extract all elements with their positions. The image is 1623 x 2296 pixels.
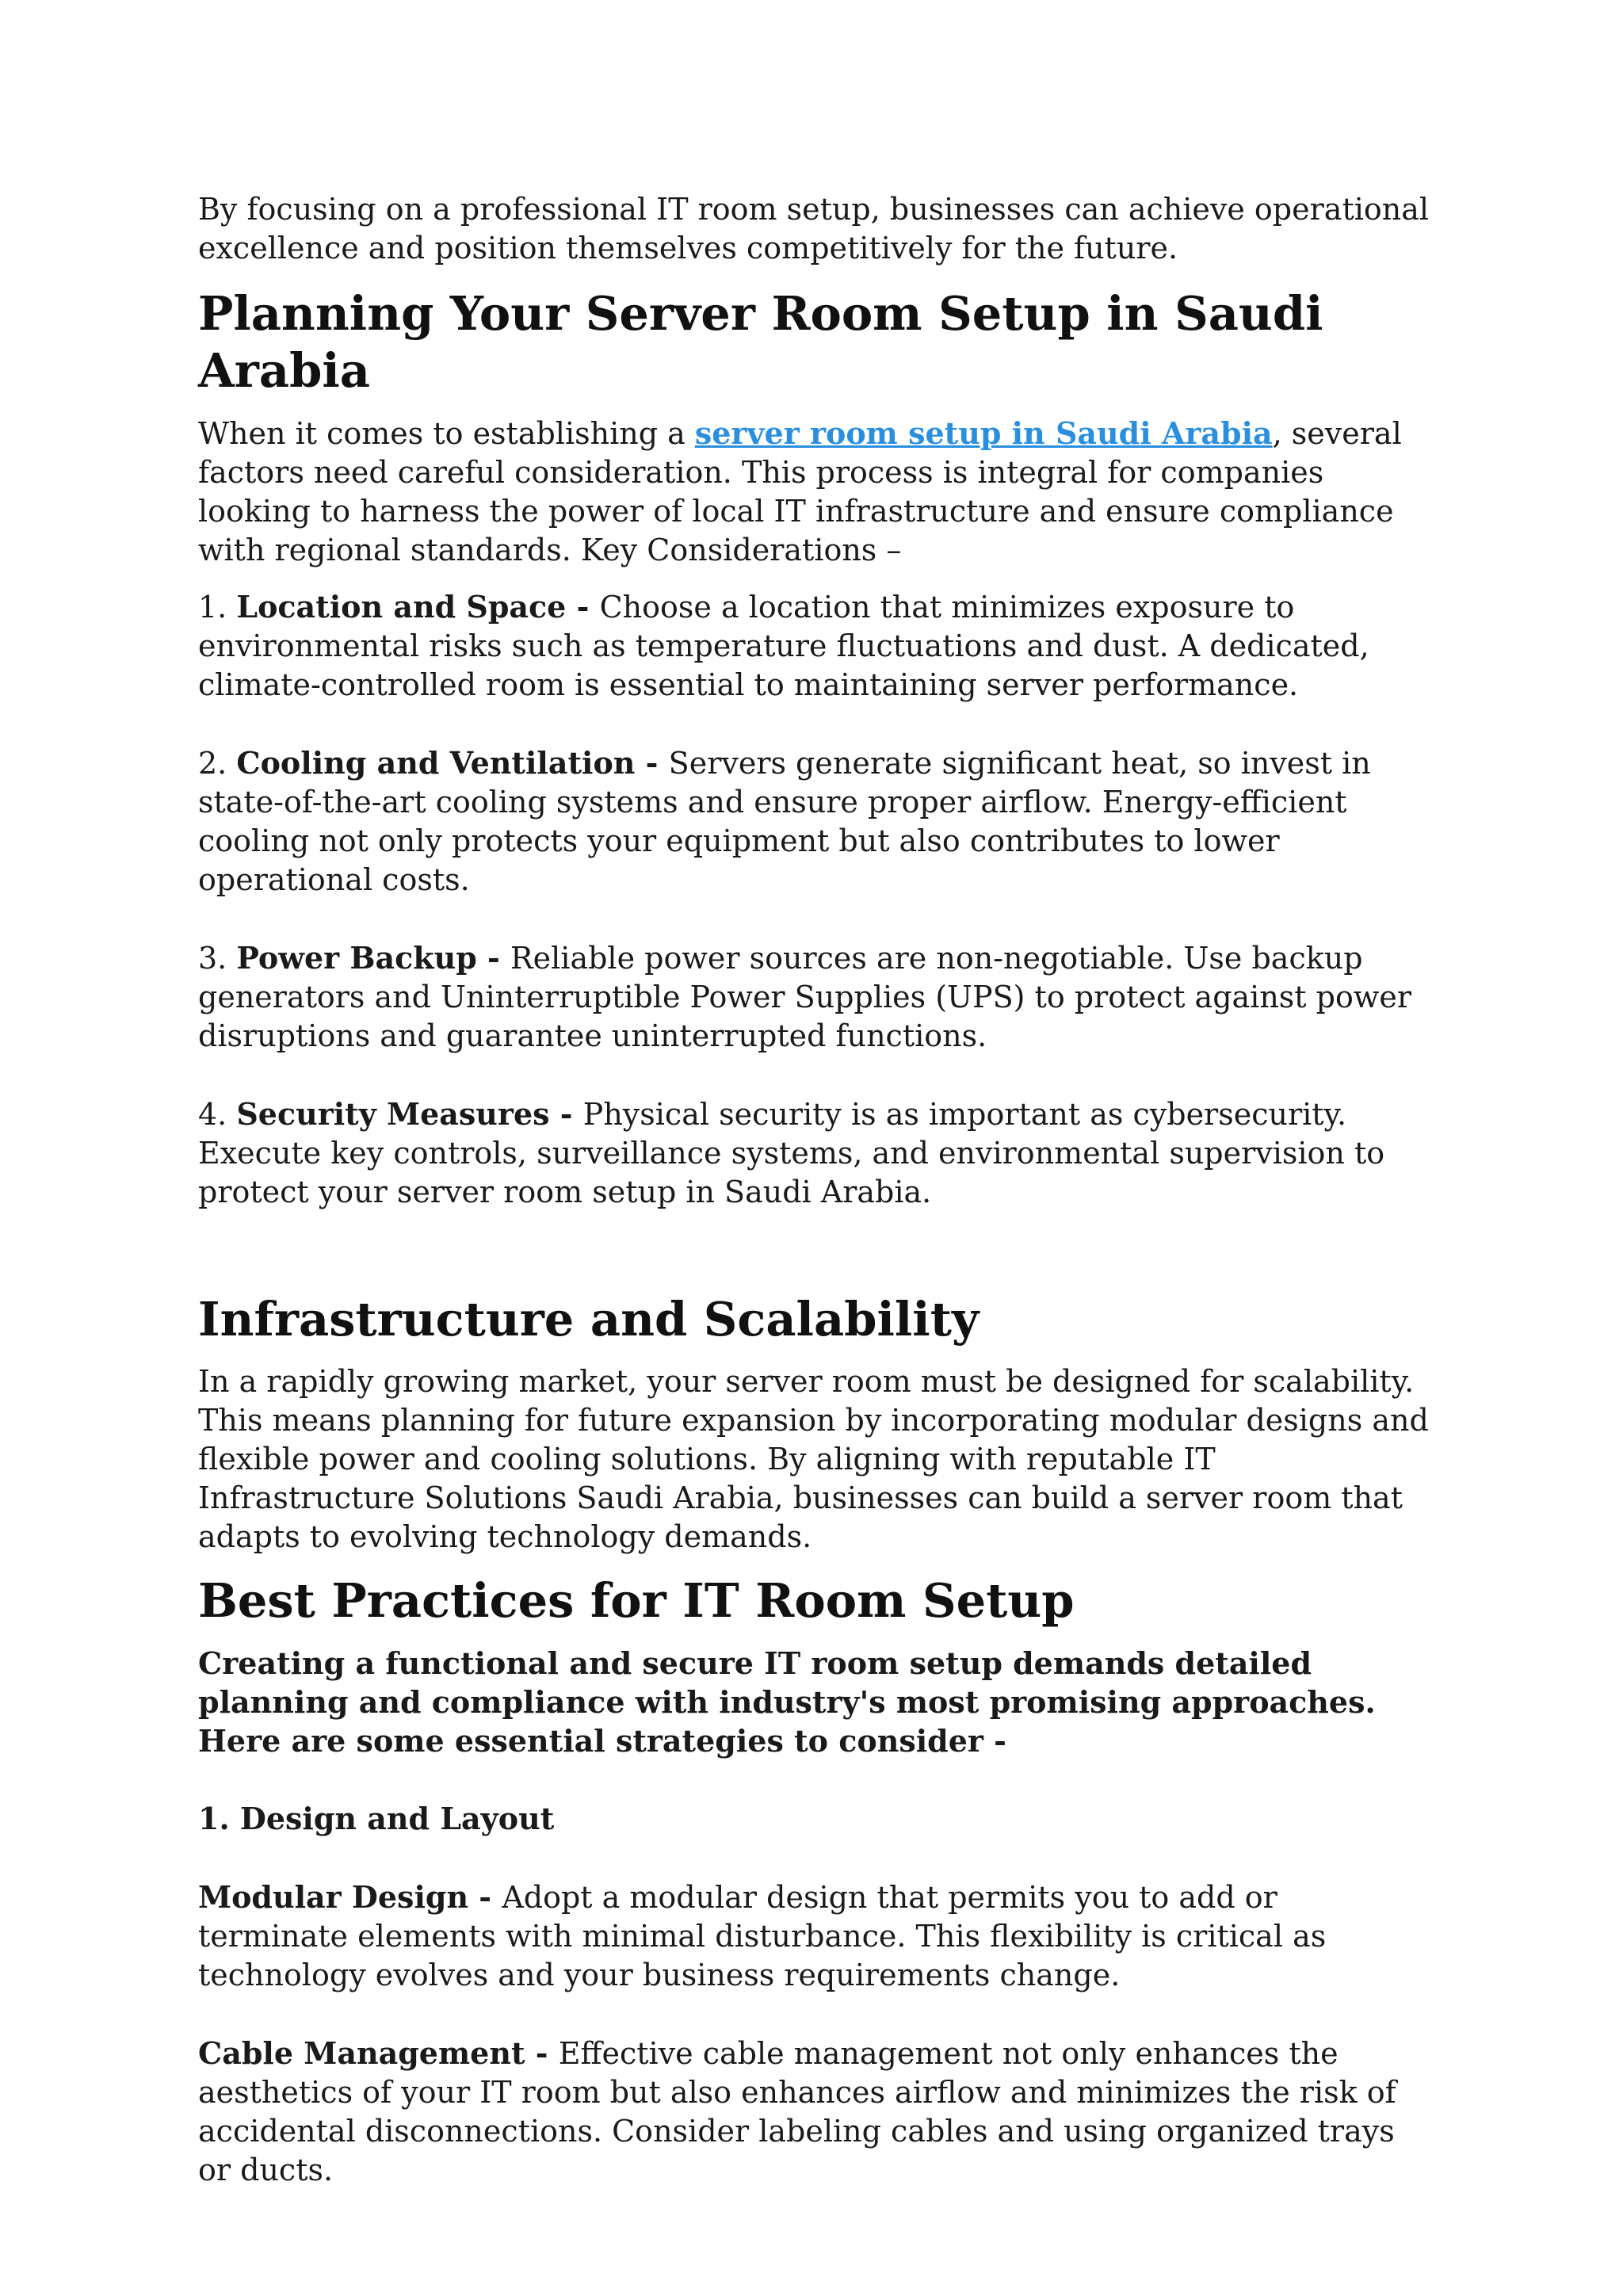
item-text: Effective cable management not only enhances the aesthetics of your IT room but also enhances airflow and minimizes the risk of accidental disconnections. Consider labeling cables and using organized trays or ducts.	[198, 2036, 1396, 2187]
item-text: Physical security is as important as cybersecurity. Execute key controls, surveillance systems, and environmental supervision to protect your server room setup in Saudi Arabia.	[198, 1097, 1385, 1209]
item-separator: -	[468, 1879, 502, 1915]
server-room-setup-link[interactable]: server room setup in Saudi Arabia	[694, 415, 1273, 451]
item-separator: -	[476, 940, 511, 976]
section-heading-planning: Planning Your Server Room Setup in Saudi Arabia	[198, 286, 1323, 398]
practice-item	[198, 2034, 1434, 2190]
subheading-text: 1. Design and Layout	[198, 1801, 555, 1836]
item-title: Cooling and Ventilation	[236, 745, 636, 781]
item-title: Location and Space	[236, 589, 567, 625]
item-number: 3.	[198, 941, 237, 976]
consideration-item	[198, 587, 1434, 705]
consideration-item	[198, 938, 1434, 1056]
item-text: Servers generate significant heat, so invest in state-of-the-art cooling systems and ensure proper airflow. Energy-efficient cooling not only protects your equipment but also contributes to lower operational costs.	[198, 746, 1371, 897]
consideration-item	[198, 1095, 1434, 1212]
item-text: Reliable power sources are non-negotiable. Use backup generators and Uninterruptible Power Supplies (UPS) to protect against power disruptions and guarantee uninterrupted functions.	[198, 941, 1412, 1053]
best-practices-lead: Creating a functional and secure IT room setup demands detailed planning and compliance with industry's most promising approaches. Here are some essential strategies to consider -	[198, 1645, 1376, 1759]
section-heading-best-practices: Best Practices for IT Room Setup	[198, 1573, 1075, 1628]
planning-text-before-link: When it comes to establishing a	[198, 416, 695, 451]
item-title: Modular Design	[198, 1879, 469, 1915]
item-separator: -	[549, 1096, 583, 1132]
item-number: 4.	[198, 1097, 237, 1132]
item-text: Choose a location that minimizes exposure to environmental risks such as temperature fluctuations and dust. A dedicated, climate-controlled room is essential to maintaining server performance.	[198, 590, 1369, 702]
item-title: Power Backup	[236, 940, 477, 976]
item-separator: -	[566, 589, 600, 625]
planning-intro-paragraph	[198, 414, 1434, 570]
item-separator: -	[635, 745, 669, 781]
section-heading-infrastructure: Infrastructure and Scalability	[198, 1292, 980, 1347]
practice-item	[198, 1878, 1434, 1995]
item-number: 1.	[198, 590, 237, 625]
item-number: 2.	[198, 746, 237, 781]
planning-text-after-link: , several factors need careful consideration. This process is integral for companies looking to harness the power of local IT infrastructure and ensure compliance with regional standards. Key Considerations –	[198, 416, 1402, 567]
consideration-item	[198, 743, 1434, 900]
item-text: Adopt a modular design that permits you to add or terminate elements with minimal disturbance. This flexibility is critical as technology evolves and your business requirements change.	[198, 1880, 1327, 1992]
item-title: Security Measures	[236, 1096, 550, 1132]
infrastructure-paragraph: In a rapidly growing market, your server room must be designed for scalability. This means planning for future expansion by incorporating modular designs and flexible power and cooling solutions. By aligning with reputable IT Infrastructure Solutions Saudi Arabia, businesses can build a server room that adapts to evolving technology demands.	[198, 1364, 1429, 1554]
item-title: Cable Management	[198, 2035, 525, 2071]
design-layout-subheading	[198, 1799, 1434, 1839]
item-separator: -	[525, 2035, 559, 2071]
intro-paragraph: By focusing on a professional IT room setup, businesses can achieve operational excellence and position themselves competitively for the future.	[198, 192, 1430, 266]
document-page	[198, 190, 1434, 2190]
